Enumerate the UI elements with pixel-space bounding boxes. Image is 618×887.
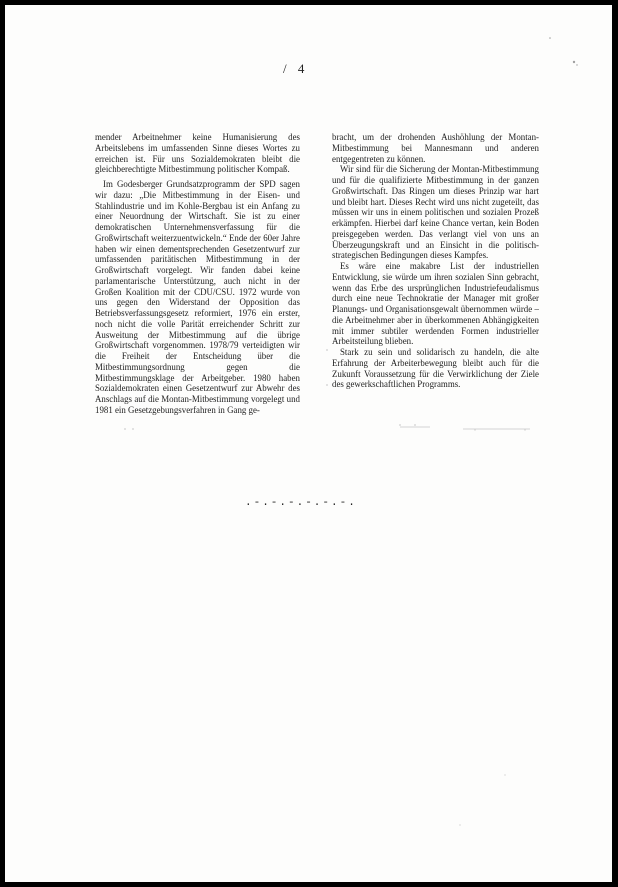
paragraph: Im Godesberger Grundsatzprogramm der SPD sagen wir dazu: „Die Mitbestimmung in der Eisen- und Stahlindustrie und im Kohle-Bergbau ist ein Anfang zu einer Neuordnung der Wirtschaft. Sie ist zu einer demokratischen Unternehmensverfassung für die Großwirtschaft weiterzuentwickeln.“ Ende der 60er Jahre haben wir einen dementsprechenden Gesetzentwurf zur umfassenden paritätischen Mitbestimmung in der Großwirtschaft vorgelegt. Wir fanden dabei keine parlamentarische Unterstützung, auch nicht in der Großen Koalition mit der CDU/CSU. 1972 wurde von uns gegen den Widerstand der Opposition das Betriebsverfassungsgesetz reformiert, 1976 ein erster, noch nicht die volle Parität erreichender Schritt zur Ausweitung der Mitbestimmung auf die übrige Großwirtschaft vorgenommen. 1978/79 verteidigten wir die Freiheit der Entscheidung über die Mitbestimmungsordnung gegen die Mitbestimmungsklage der Arbeitgeber. 1980 haben Sozialdemokraten einen Gesetzentwurf zur Abwehr des Anschlags auf die Montan-Mitbestimmung vorgelegt und 1981 ein Gesetzgebungsverfahren in Gang ge- xyxy=(95,179,300,415)
section-separator: .-.-.-.-.-.-. xyxy=(245,497,357,509)
page-number: / 4 xyxy=(283,61,309,76)
left-text-column xyxy=(95,132,300,416)
paragraph: Stark zu sein und solidarisch zu handeln, die alte Erfahrung der Arbeiterbewegung bleibt auch für die Zukunft Voraussetzung für die Verwirklichung der Ziele des gewerkschaftlichen Programms. xyxy=(332,347,539,390)
paragraph: bracht, um der drohenden Aushöhlung der Montan-Mitbestimmung bei Mannesmann und anderen entgegentreten zu können. xyxy=(332,132,539,164)
paragraph: Es wäre eine makabre List der industriellen Entwicklung, sie würde um ihren sozialen Sinn gebracht, wenn das Erbe des ursprünglichen Industriefeudalismus durch eine neue Technokratie der Manager mit großer Planungs- und Organisationsgewalt übernommen würde – die Arbeitnehmer aber in überkommenen Abhängigkeiten mit immer subtiler werdenden Formen industrieller Arbeitsteilung blieben. xyxy=(332,261,539,347)
right-text-column xyxy=(332,132,539,390)
document-page xyxy=(5,5,612,882)
paragraph: Wir sind für die Sicherung der Montan-Mitbestimmung und für die qualifizierte Mitbestimmung in der ganzen Großwirtschaft. Das Ringen um dieses Prinzip war hart und bleibt hart. Dieses Recht wird uns nicht zugeteilt, das müssen wir uns in einem politischen und sozialen Prozeß erkämpfen. Hierbei darf keine Chance vertan, kein Boden preisgegeben werden. Das verlangt viel von uns an Überzeugungskraft und an Einsicht in die politisch-strategischen Bedingungen dieses Kampfes. xyxy=(332,164,539,261)
paragraph: mender Arbeitnehmer keine Humanisierung des Arbeitslebens im umfassenden Sinne dieses Wortes zu erreichen ist. Für uns Sozialdemokraten bleibt die gleichberechtigte Mitbestimmung politischer Kompaß. xyxy=(95,132,300,175)
